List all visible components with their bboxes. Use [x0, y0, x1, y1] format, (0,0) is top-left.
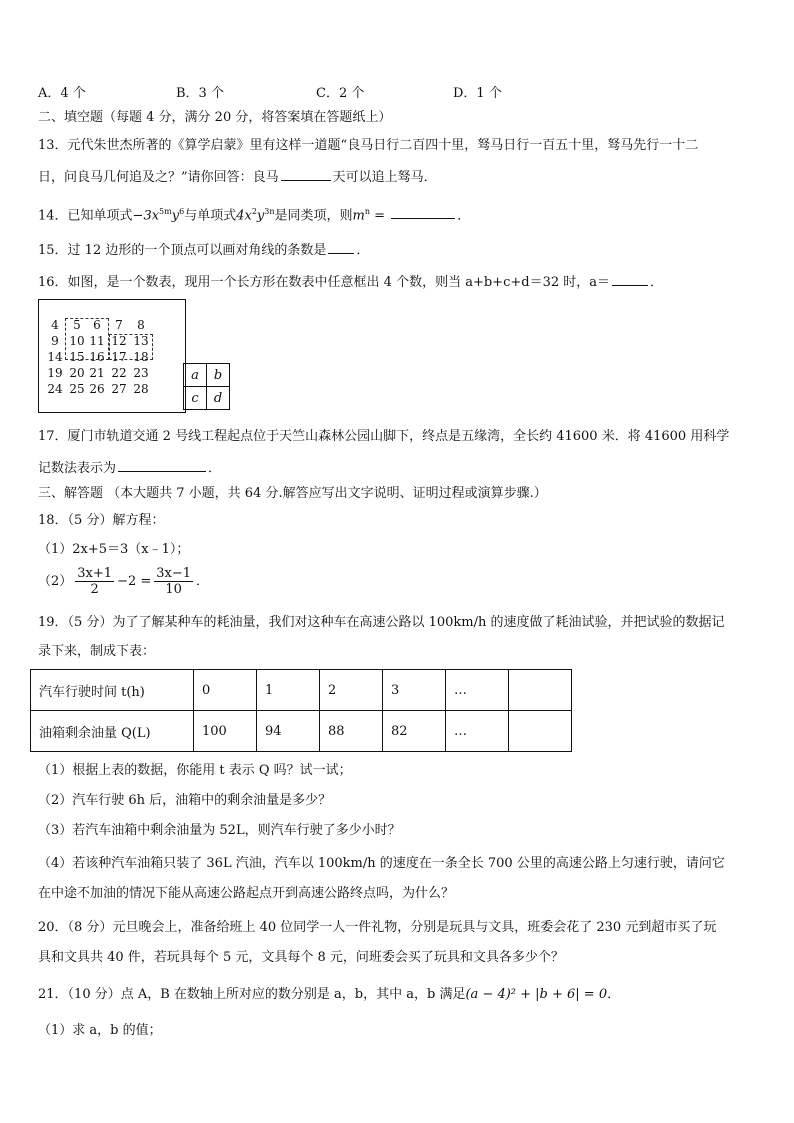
grid-number: 4 — [51, 318, 59, 332]
cell-b: b — [207, 364, 230, 387]
q19-sub4-line2: 在中途不加油的情况下能从高速公路起点开到高速公路终点吗，为什么？ — [38, 886, 455, 901]
answer-blank[interactable] — [281, 167, 331, 181]
grid-number: 17 — [111, 350, 127, 364]
cell-d: d — [207, 387, 230, 410]
answer-blank[interactable] — [328, 240, 354, 254]
q19-sub3: （3）若汽车油箱中剩余油量为 52L，则汽车行驶了多少小时？ — [38, 823, 401, 838]
grid-number: 7 — [115, 318, 123, 332]
q18-title: 18．（5 分）解方程： — [38, 513, 165, 528]
grid-number: 15 — [69, 350, 85, 364]
q21-line1: 21．（10 分）点 A，B 在数轴上所对应的数分别是 a，b，其中 a，b 满足(a − 4)² + |b + 6| = 0． — [38, 987, 621, 1002]
fuel-table — [30, 669, 572, 752]
table-row: 油箱剩余油量 Q(L) 100 94 88 82 … — [31, 711, 572, 752]
answer-blank[interactable] — [612, 272, 648, 286]
q19-line1: 19．（5 分）为了了解某种车的耗油量，我们对这种车在高速公路以 100km/h 的速度做了耗油试验，并把试验的数据记 — [38, 615, 725, 630]
q14-line: 14．已知单项式$-3x^{5m}y^6$与单项式$4x^2y^{3n}$是同类项，则$m^n$ = ． — [38, 207, 471, 224]
q18-part2: （2） $\frac{3x+1}{2}$ −2 = $\frac{3x-1}{10}$ ． — [38, 566, 210, 597]
cell-c: c — [184, 387, 207, 410]
option-a: A．4 个 — [38, 86, 86, 101]
q19-sub4-line1: （4）若该种汽车油箱只装了 36L 汽油，汽车以 100km/h 的速度在一条全长 700 公里的高速公路上匀速行驶，请问它 — [38, 856, 725, 871]
grid-number: 22 — [111, 366, 127, 380]
grid-number: 23 — [133, 366, 149, 380]
grid-number: 12 — [111, 334, 127, 348]
grid-number: 5 — [73, 318, 81, 332]
answer-blank[interactable] — [118, 458, 206, 472]
q19-sub1: （1）根据上表的数据，你能用 t 表示 Q 吗？试一试； — [38, 763, 352, 778]
table-row: 汽车行驶时间 t(h) 0 1 2 3 … — [31, 670, 572, 711]
grid-number: 21 — [89, 366, 105, 380]
q15-line: 15．过 12 边形的一个顶点可以画对角线的条数是 ． — [38, 240, 369, 260]
q13-line2: 日，问良马几何追及之？”请你回答：良马 天可以追上驽马． — [38, 167, 437, 187]
grid-number: 8 — [137, 318, 145, 332]
grid-number: 25 — [69, 382, 85, 396]
q21-sub1: （1）求 a，b 的值； — [38, 1023, 162, 1038]
fraction: $\frac{3x+1}{2}$ — [77, 566, 113, 597]
q20-line1: 20．（8 分）元旦晚会上，准备给班上 40 位同学一人一件礼物，分别是玩具与文具，班委会花了 230 元到超市买了玩 — [38, 920, 717, 935]
grid-number: 27 — [111, 382, 127, 396]
grid-number: 6 — [93, 318, 101, 332]
q19-sub2: （2）汽车行驶 6h 后，油箱中的剩余油量是多少？ — [38, 793, 332, 808]
number-grid — [38, 299, 186, 413]
q17-line2: 记数法表示为 ． — [38, 458, 221, 478]
cell-a: a — [184, 364, 207, 387]
grid-number: 28 — [133, 382, 149, 396]
q18-part1: （1）2x+5＝3（x﹣1）； — [38, 542, 190, 557]
grid-number: 14 — [47, 350, 63, 364]
grid-number: 20 — [69, 366, 85, 380]
grid-number: 16 — [89, 350, 105, 364]
grid-number: 13 — [133, 334, 149, 348]
option-c: C．2 个 — [316, 86, 365, 101]
grid-number: 26 — [89, 382, 105, 396]
grid-number: 10 — [69, 334, 85, 348]
q16-line: 16．如图，是一个数表，现用一个长方形在数表中任意框出 4 个数，则当 a+b+c+d＝32 时，a＝ ． — [38, 272, 663, 292]
section3-heading: 三、解答题 （本大题共 7 小题，共 64 分.解答应写出文字说明、证明过程或演算步骤.） — [38, 486, 547, 501]
option-d: D．1 个 — [453, 86, 502, 101]
grid-number: 11 — [89, 334, 105, 348]
q17-line1: 17．厦门市轨道交通 2 号线工程起点位于天竺山森林公园山脚下，终点是五缘湾，全长约 41600 米．将 41600 用科学 — [38, 429, 730, 444]
fraction: $\frac{3x-1}{10}$ — [156, 566, 192, 597]
abcd-box — [183, 363, 230, 410]
grid-number: 18 — [133, 350, 149, 364]
q13-line1: 13．元代朱世杰所著的《算学启蒙》里有这样一道题“良马日行二百四十里，驽马日行一百五十里，驽马先行一十二 — [38, 138, 699, 153]
grid-number: 24 — [47, 382, 63, 396]
grid-number: 9 — [51, 334, 59, 348]
answer-blank[interactable] — [391, 205, 455, 219]
q19-line2: 录下来，制成下表： — [38, 644, 156, 659]
option-b: B．3 个 — [176, 86, 224, 101]
section2-heading: 二、填空题（每题 4 分，满分 20 分，将答案填在答题纸上） — [38, 110, 392, 125]
grid-number: 19 — [47, 366, 63, 380]
q20-line2: 具和文具共 40 件，若玩具每个 5 元，文具每个 8 元，问班委会买了玩具和文具各多少个？ — [38, 950, 564, 965]
formula: (a − 4)² + |b + 6| = 0 — [465, 987, 608, 1002]
